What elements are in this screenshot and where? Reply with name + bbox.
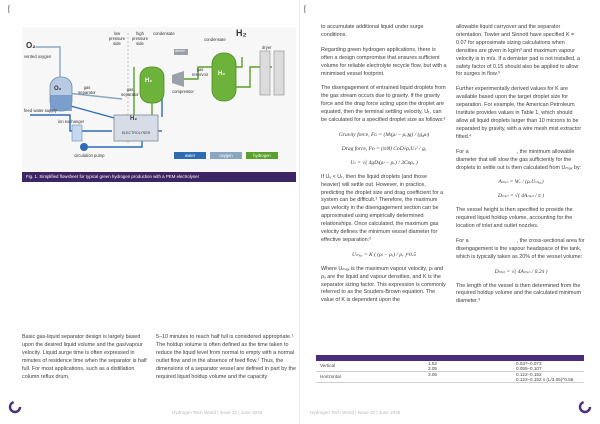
condensate-label-1: condensate xyxy=(153,31,175,36)
table-row xyxy=(316,372,584,383)
right-paragraph-4: The vessel height is then specified to provide the required liquid holdup volume, accounting for the location of inlet and outlet nozzles. xyxy=(456,207,573,230)
souders-brown-equation: Uₘₐₓ = K ( (ρₗ − ρᵥ) / ρᵥ )^0.5 xyxy=(352,251,416,258)
gas-separator-label-2: gas separator xyxy=(121,87,139,97)
gravity-force-equation: Gravity force, Fɢ = (Mₗ(ρₗ − ρᵥ)g) / (gₒρₗ) xyxy=(338,131,430,138)
flowsheet-figure xyxy=(22,27,296,172)
h2-reservoir-label: H₂ xyxy=(218,71,225,77)
h2-separator-label: H₂ xyxy=(145,78,152,84)
middle-paragraph-2: Regarding green hydrogen applications, there is often a design compromise that ensures sufficient volume for reliable electrolyte recycle flow, but with a minimised vessel footprint. xyxy=(321,46,447,77)
middle-paragraph-4: If Uᵥ < Uₜ, then the liquid droplets (and those heavier) will settle out. However, in practice, predicting the droplet size and drag coefficient for a system can be difficult.³ Therefore, the maximum gas velocity in the disengagement section can be approximated using empirically determined relationships. Once calculated, the maximum gas velocity defines the minimum vessel diameter for effective separation:³ xyxy=(321,173,444,243)
low-pressure-side-label: low pressure side xyxy=(108,31,126,46)
compressor-label: compressor xyxy=(172,89,194,94)
right-paragraph-6: The length of the vessel is then determined from the required holdup volume and the calculated minimum diameter.³ xyxy=(456,282,581,305)
area-min-equation: Aₘᵢₙ = Wᵥ / (ρᵥUₘₐₓ) xyxy=(498,179,544,186)
right-paragraph-1: allowable liquid carryover and the separator orientation. Towler and Sinnott have specified K = 0.07 for approximate sizing calculations when densities are given in kg/m³ and maximum vapour velocity is in m/s. If a demister pad is not installed, a safety factor of 0.15 should also be applied to allow for surges in flow.³ xyxy=(456,24,581,78)
left-col-1-paragraph: Basic gas-liquid separator design is largely based upon the desired liquid volume and the gas/vapour velocity. Liquid surge time is often expressed in minutes of residence time when the separator is half full. For most applications, such as a distillation column reflux drum, xyxy=(22,334,147,380)
figure-caption: Fig. 1. Simplified flowsheet for typical green hydrogen production with a PEM electrolyser xyxy=(22,172,296,182)
ion-exchanger-label: ion exchanger xyxy=(58,119,85,124)
middle-column xyxy=(321,24,447,312)
footer-left: Hydrogen Tech World | Issue 22 | June 2025 xyxy=(172,410,263,415)
horizontal-diameter-equation: Dₘᵢₙ = √( 4Aₘᵢₙ / 0.2π ) xyxy=(494,268,548,275)
right-paragraph-3a: For a xyxy=(456,148,469,155)
right-paragraph-5 xyxy=(456,238,586,262)
feed-water-supply-label: feed water supply xyxy=(24,108,57,113)
right-column xyxy=(456,24,586,313)
right-paragraph-3 xyxy=(456,149,586,173)
table-row xyxy=(316,361,584,372)
row-k-value: 0.037–0.073 0.055–0.107 xyxy=(516,361,542,371)
vented-oxygen-label: vented oxygen xyxy=(24,54,52,59)
page-bracket: [ xyxy=(304,6,306,13)
row-k-value: 0.122–0.152 0.122–0.152 x (L/3.05)^0.56 xyxy=(516,372,574,382)
row-height-value: 3.05 xyxy=(428,372,437,377)
k-factor-table xyxy=(316,355,584,383)
terminal-velocity-equation: Uₜ = √( 4gDₗ(ρₗ − ρᵥ) / 3Cᴅρᵥ ) xyxy=(350,159,418,166)
right-paragraph-5a: For a xyxy=(456,237,469,244)
right-paragraph-3b: , the minimum allowable diameter that will slow the gas sufficiently for the droplets to settle out is then calculated from Uₘₐₓ by: xyxy=(456,148,582,171)
o2-outlet-label: O₂ xyxy=(26,41,36,50)
page-bracket: [ xyxy=(8,6,10,13)
left-column-1 xyxy=(22,334,148,388)
middle-paragraph-5: Where Uₘₐₓ is the maximum vapour velocity, ρₗ and ρᵥ are the liquid and vapour densities, and K is the separator sizing factor. This expression is commonly referred to as the Souders-Brown equation. The value of K is dependent upon the xyxy=(321,265,446,304)
dryer-label: dryer xyxy=(262,45,272,50)
gas-reservoir-label: gas reservoir xyxy=(191,67,209,77)
high-pressure-side-label: high pressure side xyxy=(131,31,149,46)
footer-right: Hydrogen Tech World | Issue 22 | June 2025 xyxy=(310,410,401,415)
middle-paragraph-3: The disengagement of entrained liquid droplets from the gas stream occurs due to gravity. If the gravity force and the drag force acting upon the droplet are equated, then the terminal settling velocity, Uₜ, can be calculated for a specified droplet size as follows:³ xyxy=(321,85,446,124)
diameter-min-equation: Dₘᵢₙ = √( 4Aₘᵢₙ / π ) xyxy=(498,193,544,200)
left-col-2-paragraph: 5–10 minutes to reach half full is considered appropriate.¹ The holdup volume is often defined as the time taken to reduce the liquid level from normal to empty with a normal outlet flow and in the absence of feed flow.² Thus, the dimensions of a separator vessel are defined in part by the required liquid holdup volume and the capacity xyxy=(156,334,296,380)
row-orientation: Horizontal xyxy=(320,374,341,379)
right-paragraph-2: Further experimentally derived values for K are available based upon the target droplet size for separation. For example, the American Petroleum Institute provides values in Table 1, which should allow all liquid droplets larger than 10 microns to be separated by gravity, with a wire mesh mist extractor fitted.⁴ xyxy=(456,86,582,140)
row-height-value: 1.52 3.05 xyxy=(428,361,437,371)
gas-separator-label: gas separator xyxy=(78,85,96,95)
left-column-2 xyxy=(156,334,296,388)
middle-paragraph-1: to accumulate additional liquid under surge conditions. xyxy=(321,24,424,38)
electrolyser-label: ELECTROLYSER xyxy=(121,131,151,135)
legend-oxygen: oxygen xyxy=(210,152,242,159)
row-orientation: Vertical xyxy=(320,363,336,368)
hydrogen-tech-world-logo xyxy=(578,400,592,414)
flowsheet-diagram xyxy=(22,27,296,172)
electrolyser-h2-label: H₂ xyxy=(130,116,137,122)
hydrogen-tech-world-logo xyxy=(8,400,22,414)
right-paragraph-5b: , the cross-sectional area for disengagement is the vapour headspace of the tank, which is typically taken as 20% of the vessel volume: xyxy=(456,237,585,260)
demin-label: demin xyxy=(175,49,185,53)
drag-force-equation: Drag force, Fᴅ = (π/8) CᴅDₗ²ρᵥUₜ² / gₒ xyxy=(341,145,427,152)
circulation-pump-label: circulation pump xyxy=(74,153,105,158)
o2-tank-label: O₂ xyxy=(54,86,62,92)
legend-hydrogen: hydrogen xyxy=(246,152,278,159)
h2-title-label: H₂ xyxy=(236,28,247,38)
legend-water: water xyxy=(174,152,206,159)
condensate-label-2: condensate xyxy=(204,37,226,42)
